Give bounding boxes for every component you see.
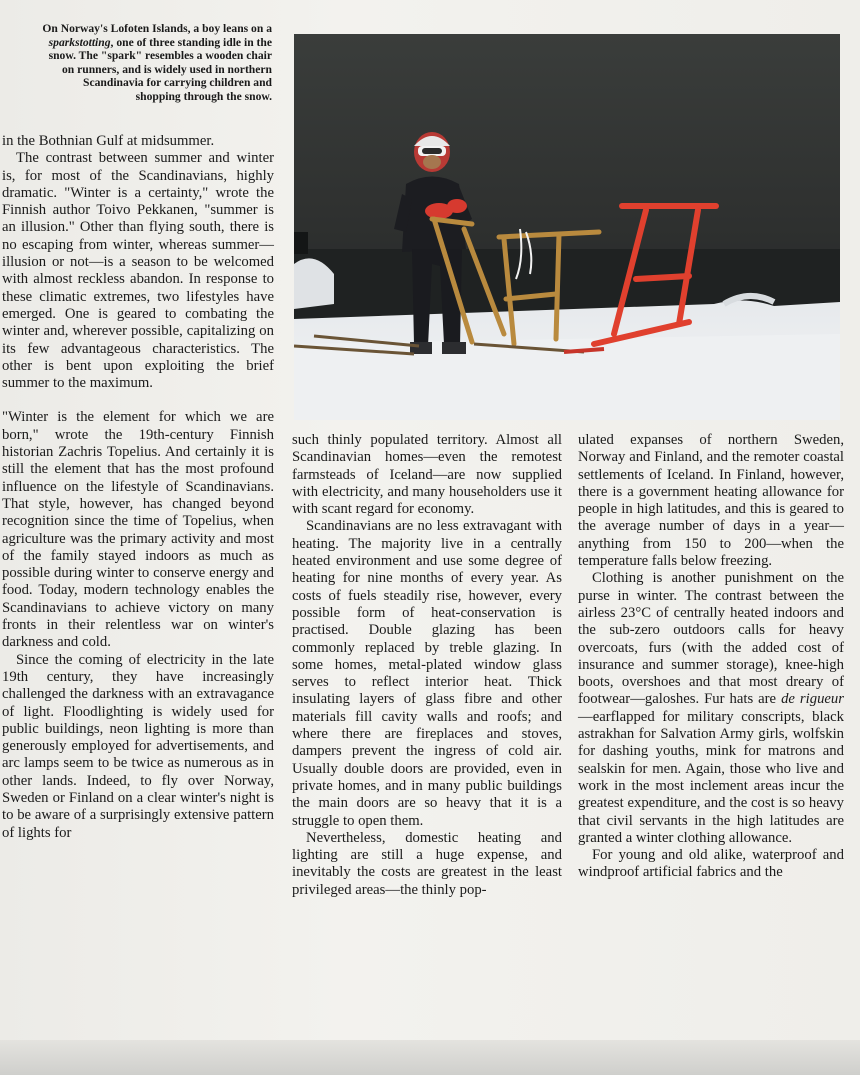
paragraph: ulated expanses of northern Sweden, Norway and Finland, and the remoter coastal settlements of Iceland. In Finland, however, there is a government heating allowance for people in high latitudes, and this is geared to the average number of days in a year—anything from 150 to 200—when the temperature falls below freezing.	[578, 432, 844, 570]
paragraph: such thinly populated territory. Almost all Scandinavian homes—even the remotest farmsteads of Iceland—are now supplied with electricity, and many householders use it with scant regard for economy.	[292, 432, 562, 518]
paragraph: For young and old alike, waterproof and windproof artificial fabrics and the	[578, 847, 844, 881]
caption-text-start: On Norway's Lofoten Islands, a boy leans on a	[42, 22, 272, 35]
paragraph: Nevertheless, domestic heating and lighting are still a huge expense, and inevitably the costs are greatest in the least privileged areas—the thinly pop-	[292, 829, 562, 898]
paragraph: Scandinavians are no less extravagant with heating. The majority live in a centrally heated environment and use some degree of heating for nine months of every year. As costs of fuels steadily rise, however, every possible form of heat-conservation is practised. Double glazing has been commonly replaced by treble glazing. In some homes, metal-plated window glass serves to reflect interior heat. Thick insulating layers of glass fibre and other materials fill cavity walls and roofs; and where there are fireplaces and stoves, dampers prevent the ingress of cold air. Usually double doors are provided, even in private homes, and in many public buildings the main doors are so heavy that it is a struggle to open them.	[292, 518, 562, 829]
sled-photo	[294, 34, 840, 420]
page-edge-shadow	[0, 1040, 860, 1075]
text-column-3	[578, 432, 844, 882]
paragraph-text: —earflapped for military conscripts, black astrakhan for Salvation Army girls, wolfskin for dashing youths, mink for matrons and sealskin for men. Again, those who live and work in the most inclement areas incur the greatest expenditure, and the cost is so heavy that civil servants in the high latitudes are granted a winter clothing allowance.	[578, 708, 844, 846]
paragraph: in the Bothnian Gulf at midsummer.	[2, 133, 215, 149]
caption-text-end: , one of three standing idle in the snow. The "spark" resembles a wooden chair on runners, and is widely used in northern Scandinavia for carrying children and shopping through the snow.	[48, 35, 272, 103]
photo-caption	[40, 22, 272, 104]
text-column-1	[2, 133, 274, 842]
paragraph-emphasis: de rigueur	[781, 691, 844, 708]
paragraph: "Winter is the element for which we are born," wrote the 19th-century Finnish historian Zachris Topelius. And certainly it is still the element that has the most profound influence on the lifestyle of Scandinavians. That style, however, has changed beyond recognition since the time of Topelius, when agriculture was the primary activity and most of the family stayed indoors as much as possible during winter to conserve energy and food. Today, modern technology enables the Scandinavians to achieve victory on many fronts in their relentless war on winter's darkness and cold.	[2, 409, 274, 651]
text-column-2	[292, 432, 562, 899]
paragraph: Since the coming of electricity in the late 19th century, they have increasingly challenged the darkness with an extravagance of light. Floodlighting is widely used for public buildings, neon lighting is more than generously employed for advertisements, and arc lamps seem to be twice as numerous as in other lands. Indeed, to fly over Norway, Sweden or Finland on a clear winter's night is to be aware of a surprisingly extensive pattern of lights for	[2, 651, 274, 841]
paragraph: The contrast between summer and winter is, for most of the Scandinavians, highly dramatic. "Winter is a certainty," wrote the Finnish author Toivo Pekkanen, "summer is an illusion." Other than flying south, there is no escaping from winter, whereas summer—illusion or not—is a season to be welcomed with almost reckless abandon. In response to these climatic extremes, two lifestyles have emerged. One is geared to combating the winter and, wherever possible, capitalizing on its few advantageous characteristics. The other is bent upon exploiting the brief summer to the maximum.	[2, 150, 274, 392]
paragraph-text: Clothing is another punishment on the purse in winter. The contrast between the airless 23°C of centrally heated indoors and the sub-zero outdoors calls for heavy overcoats, furs (with the added cost of insurance and summer storage), knee-high boots, overshoes and that most dreary of footwear—galoshes. Fur hats are	[578, 570, 844, 708]
caption-emphasis: sparkstotting	[48, 35, 111, 49]
paragraph	[578, 570, 844, 847]
